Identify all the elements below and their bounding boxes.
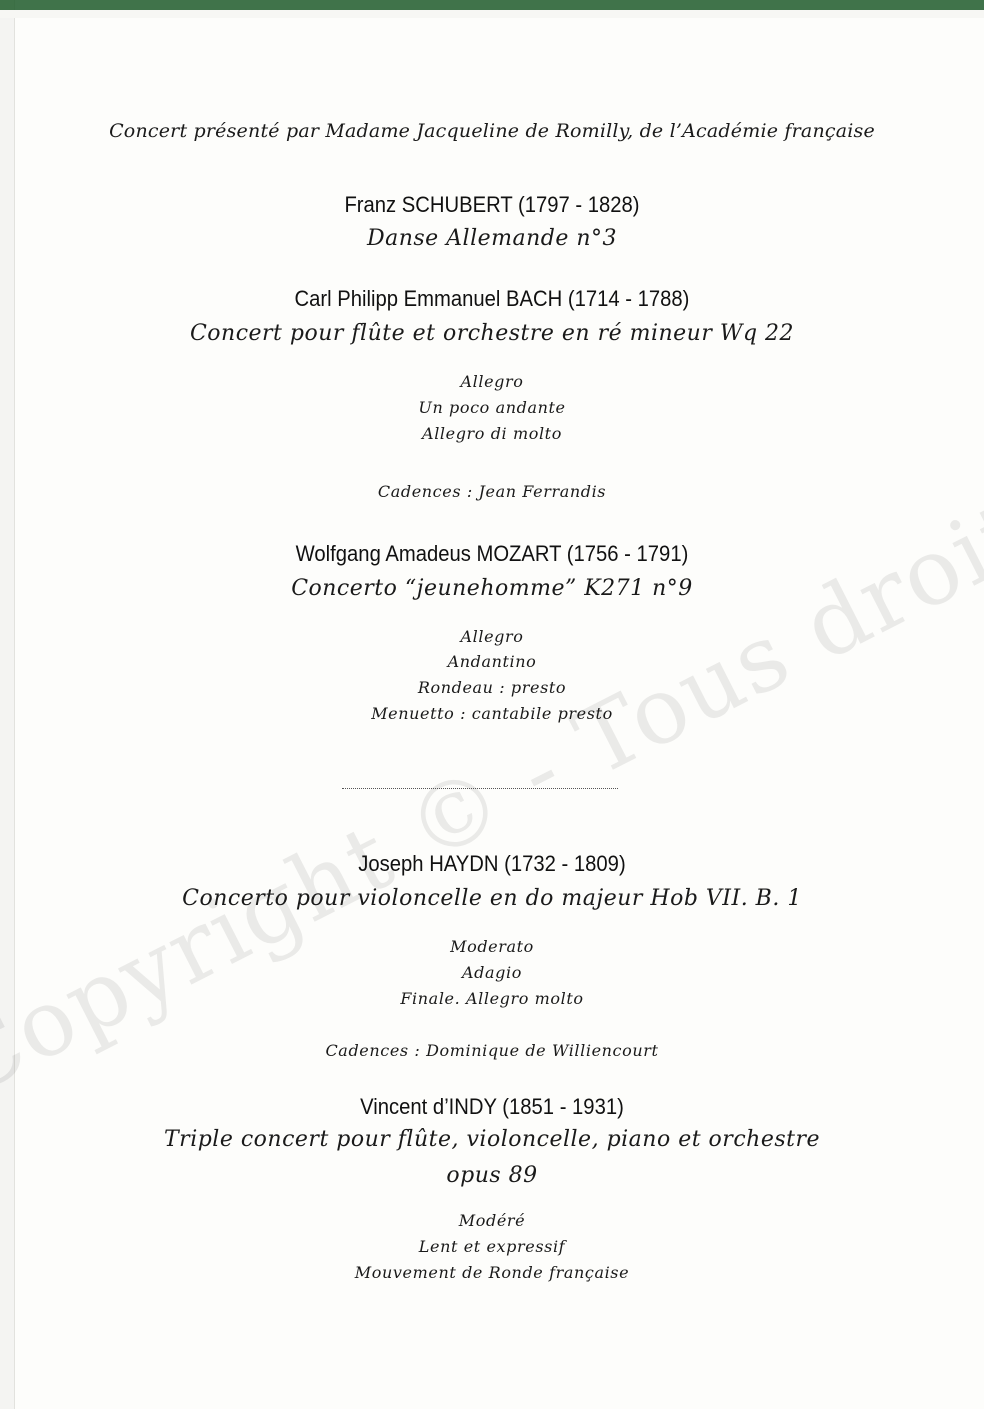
movement-dindy-2: Lent et expressif xyxy=(418,1237,566,1256)
work-dindy-line1: Triple concert pour flûte, violoncelle, piano et orchestre xyxy=(164,1127,820,1152)
cadences-haydn: Cadences : Dominique de Williencourt xyxy=(325,1041,659,1060)
movement-mozart-1: Allegro xyxy=(460,627,524,646)
movement-mozart-3: Rondeau : presto xyxy=(417,678,567,697)
movement-dindy-1: Modéré xyxy=(458,1211,526,1230)
intermission-divider xyxy=(342,788,618,789)
composer-haydn: Joseph HAYDN (1732 - 1809) xyxy=(358,851,626,876)
movement-dindy-3: Mouvement de Ronde française xyxy=(354,1263,630,1282)
work-bach: Concert pour flûte et orchestre en ré mineur Wq 22 xyxy=(189,321,795,346)
composer-dindy: Vincent d’INDY (1851 - 1931) xyxy=(360,1094,624,1119)
movement-haydn-3: Finale. Allegro molto xyxy=(400,989,584,1008)
cadences-bach: Cadences : Jean Ferrandis xyxy=(377,482,607,501)
work-dindy-line2: opus 89 xyxy=(446,1163,538,1188)
composer-bach: Carl Philipp Emmanuel BACH (1714 - 1788) xyxy=(294,286,690,311)
copyright-watermark: Copyright © - Tous xyxy=(0,600,807,1117)
scan-edge-top-margin xyxy=(0,10,984,18)
movement-bach-3: Allegro di molto xyxy=(422,424,562,443)
work-haydn: Concerto pour violoncelle en do majeur Hob VII. B. 1 xyxy=(182,886,802,911)
movement-bach-1: Allegro xyxy=(460,372,524,391)
composer-mozart: Wolfgang Amadeus MOZART (1756 - 1791) xyxy=(295,541,689,566)
concert-intro: Concert présenté par Madame Jacqueline de Romilly, de l’Académie française xyxy=(109,120,875,142)
work-schubert: Danse Allemande n°3 xyxy=(366,226,618,251)
movement-mozart-4: Menuetto : cantabile presto xyxy=(371,704,613,723)
scan-edge-top xyxy=(0,0,984,10)
movement-bach-2: Un poco andante xyxy=(418,398,566,417)
movement-mozart-2: Andantino xyxy=(447,652,537,671)
work-mozart: Concerto “jeunehomme” K271 n°9 xyxy=(291,576,693,601)
movement-haydn-1: Moderato xyxy=(450,937,534,956)
movement-haydn-2: Adagio xyxy=(462,963,522,982)
composer-schubert: Franz SCHUBERT (1797 - 1828) xyxy=(344,192,640,217)
